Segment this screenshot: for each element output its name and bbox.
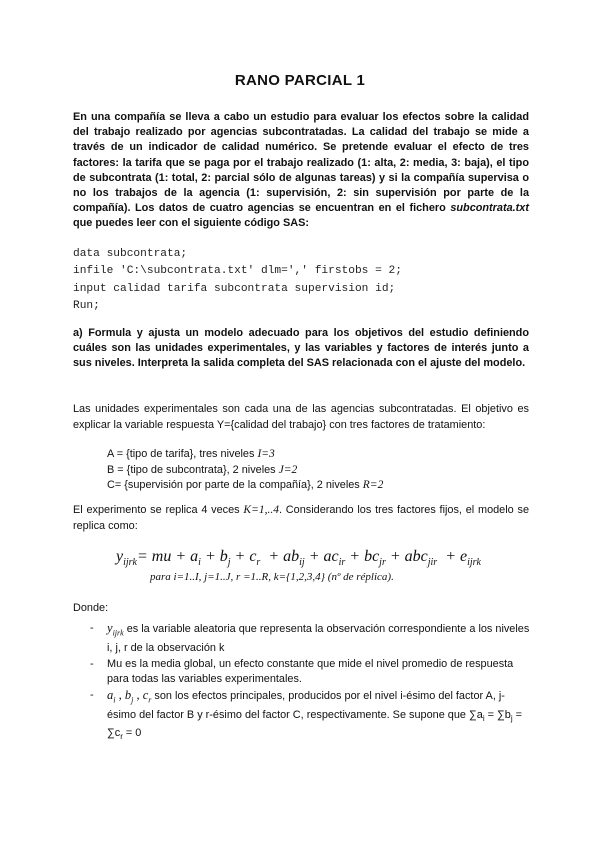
code-line: Run;	[73, 299, 100, 312]
intro-text-before: En una compañía se lleva a cabo un estudio para evaluar los efectos sobre la calidad del trabajo realizado por agencias subcontratadas. La calidad del trabajo se mide a través de un indicador de calidad numérico. Se pretende evaluar el efecto de tres factores: la tarifa que se paga por el trabajo realizado (1: alta, 2: media, 3: baja), el tipo de subcontrata (1: total, 2: parcial sólo de algunas tareas) y si la compañía supervisa o no los trabajos de la agencia (1: supervisión, 2: sin supervisión por parte de la compañía). Los datos de cuatro agencias se encuentran en el fichero	[73, 111, 529, 215]
factor-item: A = {tipo de tarifa}, tres niveles I=3	[107, 448, 275, 460]
intro-text-after: que puedes leer con el siguiente código SAS:	[73, 217, 310, 230]
code-line: input calidad tarifa subcontrata supervision id;	[73, 282, 396, 295]
list-item: - $a_i$ , $b_j$ , $c_r$ son los efectos principales, producidos por el nivel i-ésimo del factor A, j-ésimo del factor B y r-ésimo del factor C, respectivamente. Se supone que $\sum a_i = \sum b_j = \sum c_r = 0$	[90, 687, 522, 742]
factor-level: I=3	[257, 448, 275, 460]
list-item: - Mu es la media global, un efecto constante que mide el nivel promedio de respuesta para todas las variables experimentales.	[90, 657, 514, 685]
replica-k: K=1,..4	[243, 504, 279, 516]
model-equation: $y_{ijrk}=$ mu + $a_i + b_j + c_r + ab_{ij} + ac_{ir} + bc_{jr} + abc_{jir} + e_{ijrk}$	[116, 548, 481, 569]
factors-list	[107, 447, 383, 494]
list-item: - $y_{ijrk}$ es la variable aleatoria que representa la observación correspondiente a los niveles i, j, r de la observación k	[90, 621, 530, 654]
factor-level: J=2	[278, 463, 298, 476]
page-title: RANO PARCIAL 1	[234, 72, 366, 89]
factor-item: C= {supervisión por parte de la compañía}, 2 niveles R=2	[107, 479, 384, 491]
code-line: infile 'C:\subcontrata.txt' dlm=',' firstobs = 2;	[73, 265, 402, 278]
equation-index-line: para i=1..I, j=1..J, r =1..R, k={1,2,3,4} (nº de réplica).	[150, 571, 394, 583]
definitions-list	[90, 621, 530, 745]
file-name: subcontrata.txt	[450, 202, 529, 215]
intro-paragraph	[73, 110, 529, 232]
donde-label: Donde:	[73, 602, 109, 614]
factor-item: B = {tipo de subcontrata}, 2 niveles J=2	[107, 463, 298, 476]
factor-level: R=2	[362, 479, 384, 491]
sas-code-block	[73, 246, 402, 315]
question-a: a) Formula y ajusta un modelo adecuado para los objetivos del estudio definiendo cuáles son las unidades experimentales, y las variables y factores de interés junto a sus niveles. Interpreta la salida completa del SAS relacionada con el ajuste del modelo.	[73, 327, 529, 370]
replica-paragraph: El experimento se replica 4 veces K=1,..4. Considerando los tres factores fijos, el modelo se replica como:	[73, 504, 530, 532]
answer-intro: Las unidades experimentales son cada una de las agencias subcontratadas. El objetivo es explicar la variable respuesta Y={calidad del trabajo} con tres factores de tratamiento:	[73, 403, 529, 431]
code-line: data subcontrata;	[73, 248, 188, 260]
